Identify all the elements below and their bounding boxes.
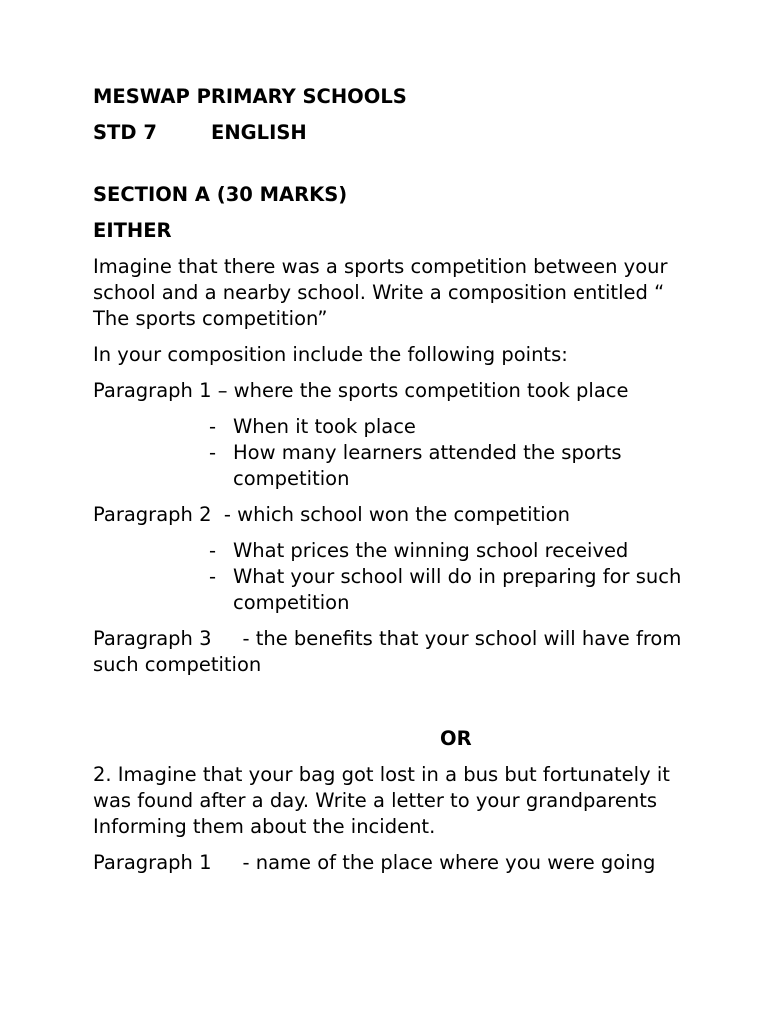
exam-page xyxy=(93,84,693,886)
subject-label: ENGLISH xyxy=(211,121,307,144)
paragraph-text: - the benefits that your school will have from such competition xyxy=(93,627,688,676)
paragraph-text: – where the sports competition took place xyxy=(211,379,629,402)
q1-paragraph2 xyxy=(93,502,693,528)
question1-intro: In your composition include the following points: xyxy=(93,343,568,366)
paragraph-label: Paragraph 1 xyxy=(93,379,212,402)
class-subject-line xyxy=(93,120,693,146)
section-title: SECTION A (30 MARKS) xyxy=(93,183,348,206)
q1-paragraph2-points xyxy=(93,538,693,616)
list-item: - What prices the winning school received xyxy=(233,538,693,564)
paragraph-label: Paragraph 2 xyxy=(93,503,212,526)
paragraph-text: - name of the place where you were going xyxy=(211,851,656,874)
q1-paragraph3 xyxy=(93,626,693,678)
question2-prompt: 2. Imagine that your bag got lost in a bus but fortunately it was found after a day. Write a letter to your grandparents Informing them about the incident. xyxy=(93,763,670,838)
paragraph-label: Paragraph 1 xyxy=(93,851,212,874)
question1-prompt: Imagine that there was a sports competition between your school and a nearby school. Write a composition entitled “ The sports competition” xyxy=(93,255,668,330)
list-item: - What your school will do in preparing for such competition xyxy=(233,564,693,616)
std-label: STD 7 xyxy=(93,121,157,144)
q1-paragraph1 xyxy=(93,378,693,404)
list-item: - How many learners attended the sports competition xyxy=(233,440,693,492)
paragraph-label: Paragraph 3 xyxy=(93,627,212,650)
either-label: EITHER xyxy=(93,219,172,242)
list-item: - When it took place xyxy=(233,414,693,440)
paragraph-text: - which school won the competition xyxy=(211,503,570,526)
q2-paragraph1 xyxy=(93,850,693,876)
q1-paragraph1-points xyxy=(93,414,693,492)
or-label: OR xyxy=(440,727,472,750)
school-name: MESWAP PRIMARY SCHOOLS xyxy=(93,85,407,108)
